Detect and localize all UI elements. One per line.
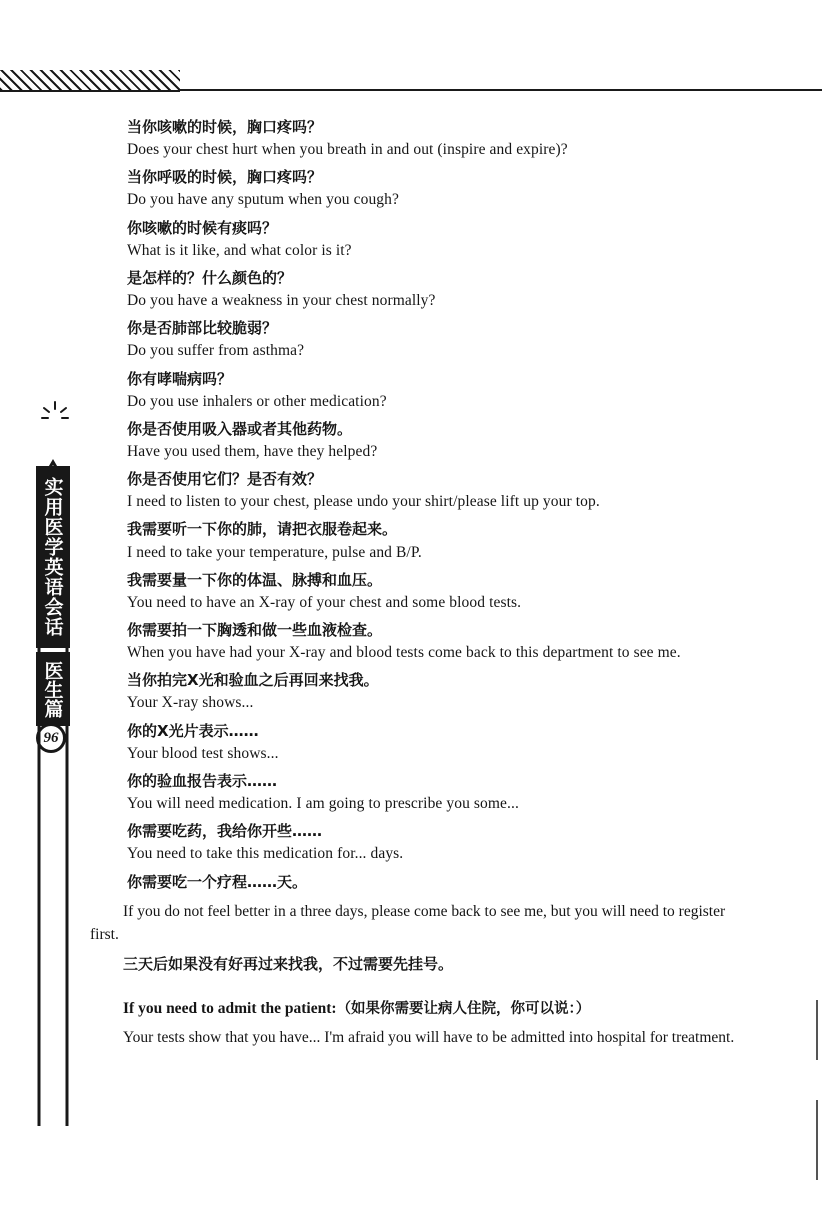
book-title: 实用医学英语会话 bbox=[36, 466, 70, 648]
header-rule bbox=[178, 89, 822, 91]
section-label: 医生篇 bbox=[36, 652, 70, 726]
english-line: Do you have any sputum when you cough? bbox=[127, 191, 399, 209]
chinese-line: 你是否肺部比较脆弱？ bbox=[127, 319, 278, 338]
chinese-line: 我需要听一下你的肺，请把衣服卷起来。 bbox=[127, 520, 398, 539]
english-line: When you have had your X-ray and blood tests come back to this department to see me. bbox=[127, 644, 681, 662]
chinese-line: 你的验血报告表示…… bbox=[127, 771, 278, 790]
english-line: You need to take this medication for... days. bbox=[127, 845, 404, 863]
chinese-line: 当你拍完X光和验血之后再回来找我。 bbox=[127, 671, 379, 690]
chinese-line: 你咳嗽的时候有痰吗？ bbox=[127, 218, 278, 237]
admit-heading-zh: （如果你需要让病人住院，你可以说：） bbox=[336, 1001, 591, 1017]
english-line: I need to listen to your chest, please undo your shirt/please lift up your top. bbox=[127, 493, 600, 511]
english-line: Your X-ray shows... bbox=[127, 694, 254, 712]
scan-edge-mark bbox=[816, 1000, 818, 1060]
chinese-line: 当你呼吸的时候，胸口疼吗？ bbox=[127, 168, 323, 187]
english-line: Do you suffer from asthma? bbox=[127, 342, 305, 360]
paragraph-admit: Your tests show that you have... I'm afraid you will have to be admitted into hospital for treatment. bbox=[123, 1029, 735, 1046]
english-line: I need to take your temperature, pulse and B/P. bbox=[127, 543, 422, 561]
paragraph-register: If you do not feel better in a three days, please come back to see me, but you will need to register first. bbox=[90, 903, 726, 943]
english-line: Does your chest hurt when you breath in and out (inspire and expire)? bbox=[127, 141, 568, 159]
chinese-line: 我需要量一下你的体温、脉搏和血压。 bbox=[127, 570, 383, 589]
chinese-line: 当你咳嗽的时候，胸口疼吗？ bbox=[127, 118, 323, 136]
english-line: Your blood test shows... bbox=[127, 744, 279, 762]
english-line: What is it like, and what color is it? bbox=[127, 241, 352, 259]
header-hatch-decoration bbox=[0, 70, 180, 92]
chinese-line: 你需要吃一个疗程……天。 bbox=[127, 872, 308, 891]
page-number: 96 bbox=[36, 723, 66, 753]
chinese-line: 你的X光片表示…… bbox=[127, 721, 259, 740]
chinese-line: 你是否使用吸入器或者其他药物。 bbox=[127, 419, 353, 438]
scan-edge-mark bbox=[816, 1100, 818, 1180]
chinese-line: 你是否使用它们？是否有效？ bbox=[127, 470, 323, 489]
admit-heading bbox=[123, 997, 590, 1018]
english-line: You will need medication. I am going to prescribe you some... bbox=[127, 795, 519, 813]
paragraph-register-zh: 三天后如果没有好再过来找我，不过需要先挂号。 bbox=[123, 955, 454, 973]
english-line: Do you use inhalers or other medication? bbox=[127, 392, 387, 410]
chinese-line: 你有哮喘病吗？ bbox=[127, 369, 233, 388]
chinese-line: 是怎样的？什么颜色的？ bbox=[127, 268, 293, 287]
chinese-line: 你需要拍一下胸透和做一些血液检查。 bbox=[127, 621, 383, 639]
admit-heading-en: If you need to admit the patient: bbox=[123, 1000, 337, 1017]
english-line: Have you used them, have they helped? bbox=[127, 442, 378, 460]
english-line: Do you have a weakness in your chest normally? bbox=[127, 292, 436, 310]
chinese-line: 你需要吃药，我给你开些…… bbox=[127, 822, 323, 841]
sparkle-icon bbox=[40, 400, 70, 430]
english-line: You need to have an X-ray of your chest and some blood tests. bbox=[127, 593, 522, 611]
